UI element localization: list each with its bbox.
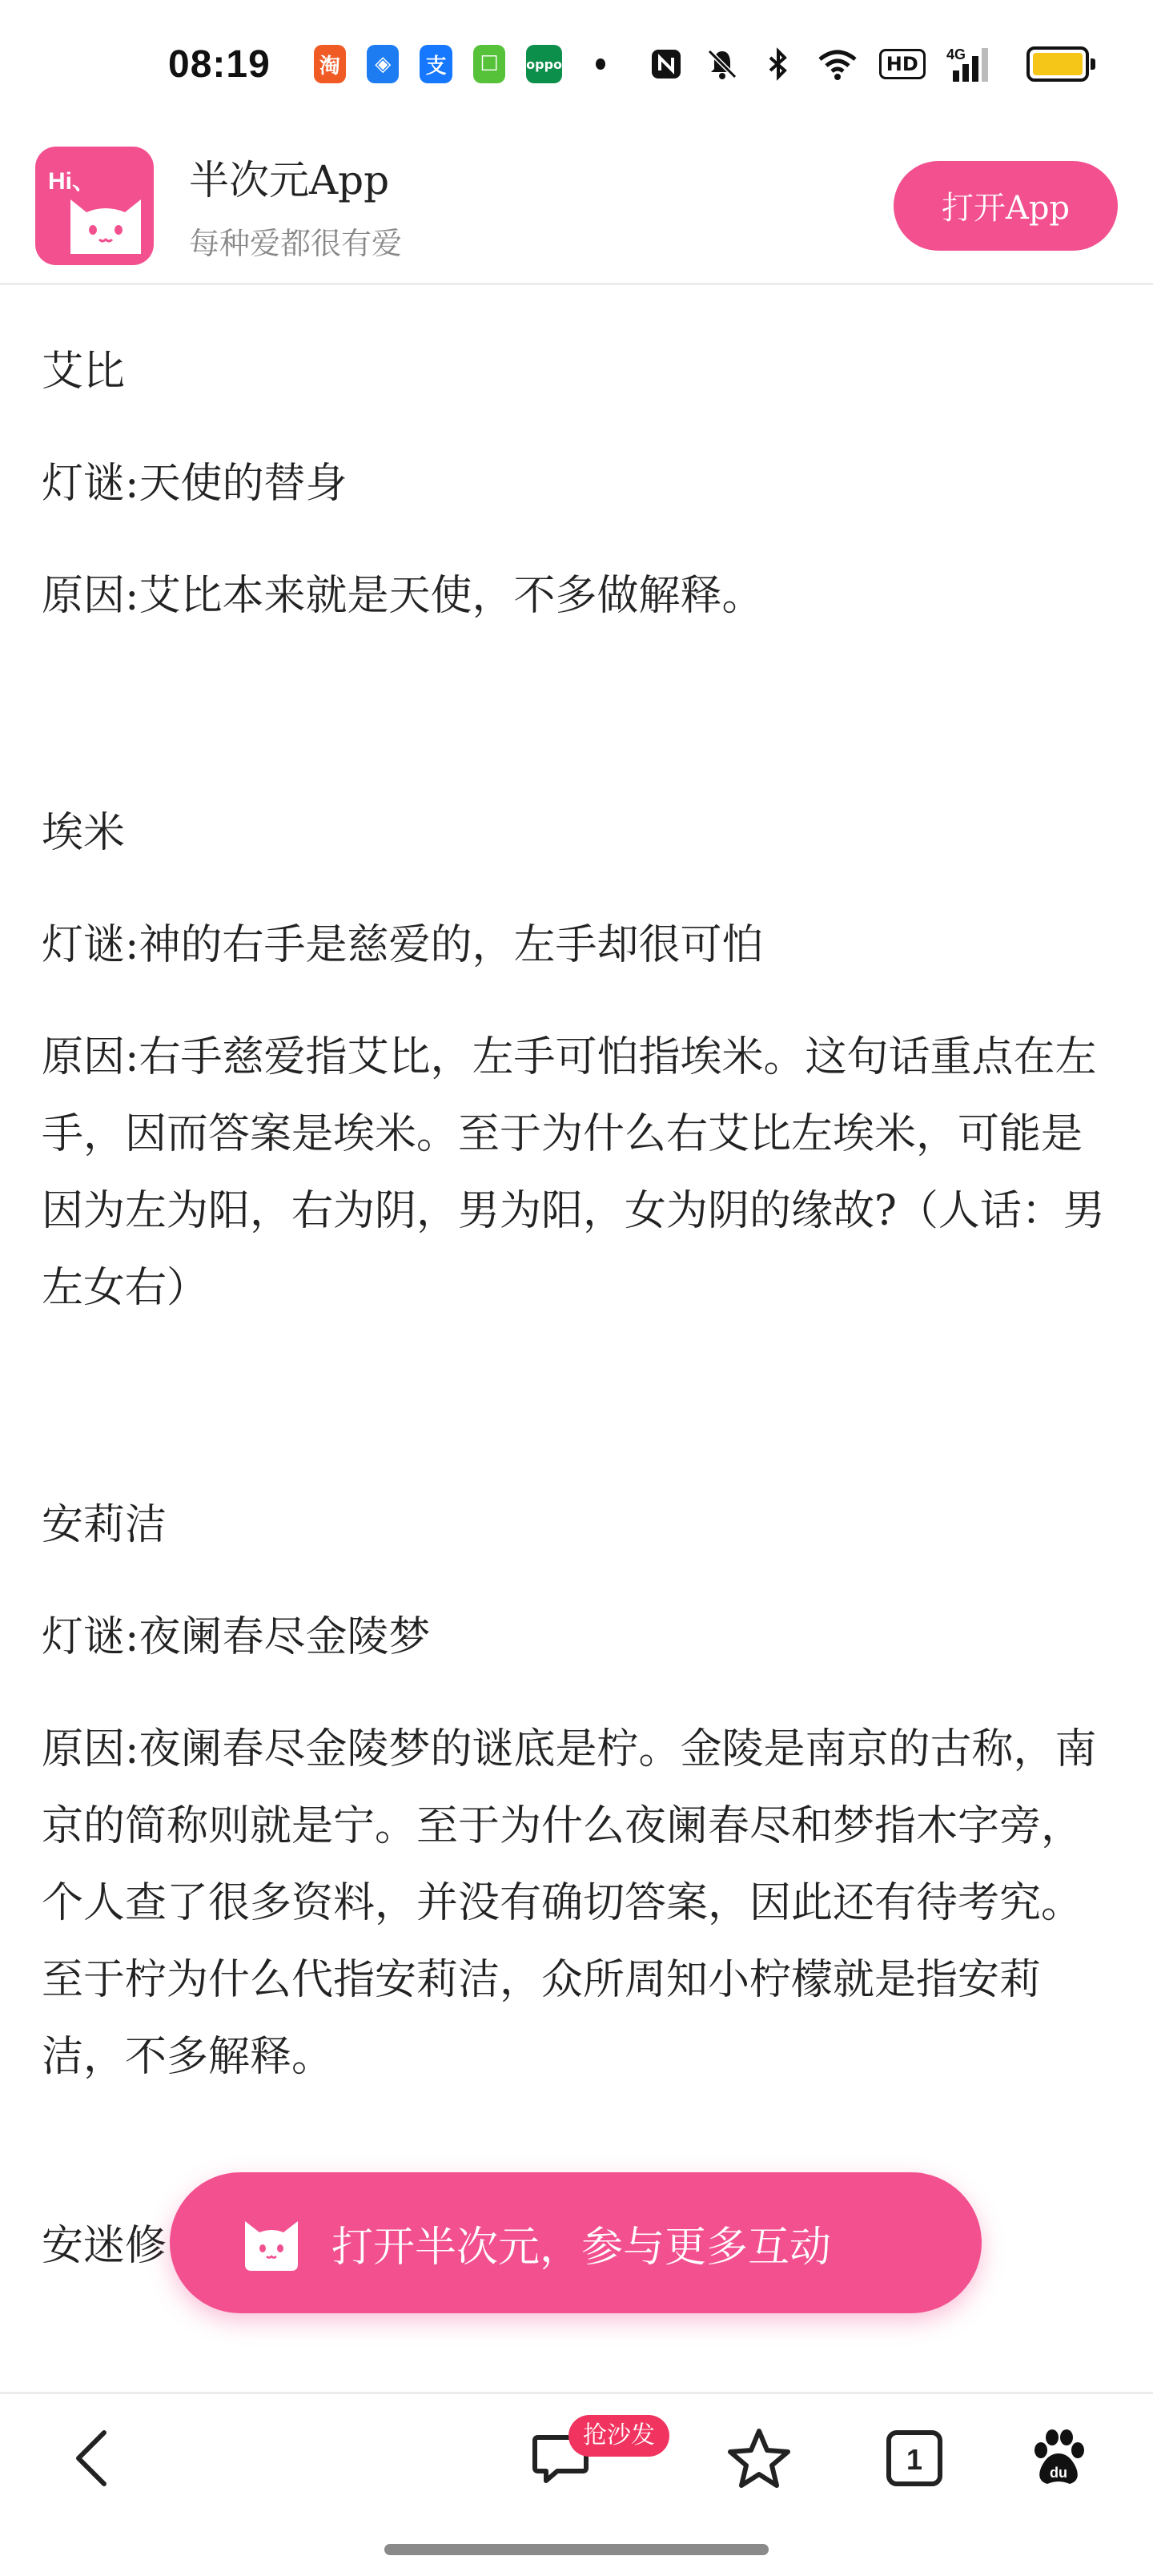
battery-level bbox=[1033, 53, 1083, 75]
back-arrow-icon bbox=[69, 2426, 117, 2490]
tab-count: 1 bbox=[906, 2443, 923, 2476]
section-spacer bbox=[42, 634, 1111, 795]
open-app-cta-label: 打开半次元，参与更多互动 bbox=[331, 2223, 832, 2272]
section-reason-aimi: 原因:右手慈爱指艾比，左手可怕指埃米。这句话重点在左手，因而答案是埃米。至于为什么右艾比左埃米，可能是因为左为阳，右为阴，男为阳，女为阴的缘故?（人话：男左女右） bbox=[42, 1033, 1105, 1312]
status-bar bbox=[0, 0, 1153, 128]
wifi-icon bbox=[817, 43, 858, 85]
section-riddle-aibi: 灯谜:天使的替身 bbox=[42, 460, 348, 508]
bluetooth-icon bbox=[761, 43, 796, 85]
app-name: 半次元App bbox=[189, 157, 390, 203]
signal-icon bbox=[946, 43, 998, 85]
section-name-aimi: 埃米 bbox=[42, 809, 126, 857]
section-name-aibi: 艾比 bbox=[42, 348, 126, 396]
nfc-icon bbox=[649, 43, 684, 85]
baidu-paw-icon bbox=[1026, 2426, 1091, 2490]
section-name-anlijie: 安莉洁 bbox=[42, 1501, 167, 1549]
back-button[interactable] bbox=[45, 2410, 141, 2506]
open-app-button[interactable]: 打开App bbox=[894, 161, 1118, 251]
section-reason-aibi: 原因:艾比本来就是天使，不多做解释。 bbox=[42, 572, 764, 620]
star-icon bbox=[725, 2425, 793, 2492]
cat-icon bbox=[242, 2215, 301, 2271]
svg-text:du: du bbox=[1050, 2465, 1067, 2481]
network-type-label: 4G bbox=[946, 46, 966, 62]
app-logo-text: Hi、 bbox=[48, 167, 96, 195]
section-name-anmixiu: 安迷修 bbox=[42, 2222, 167, 2270]
security-icon: ◈ bbox=[367, 45, 399, 83]
section-riddle-anlijie: 灯谜:夜阑春尽金陵梦 bbox=[42, 1613, 431, 1661]
open-app-cta-button[interactable] bbox=[170, 2172, 982, 2313]
taobao-icon: 淘 bbox=[314, 45, 346, 83]
bottom-navigation bbox=[0, 2392, 1153, 2520]
article-body bbox=[42, 285, 1111, 2284]
cat-logo-icon bbox=[66, 183, 146, 256]
tabs-button[interactable] bbox=[866, 2410, 962, 2506]
home-indicator[interactable] bbox=[384, 2544, 769, 2555]
app-logo bbox=[35, 147, 154, 265]
section-reason-anlijie: 原因:夜阑春尽金陵梦的谜底是柠。金陵是南京的古称，南京的简称则就是宁。至于为什么夜阑春尽和梦指木字旁，个人查了很多资料，并没有确切答案，因此还有待考究。至于柠为什么代指安莉洁，众所周知小柠檬就是指安莉洁，不多解释。 bbox=[42, 1725, 1097, 2081]
app-slogan: 每种爱都很有爱 bbox=[189, 226, 403, 261]
battery-icon bbox=[1026, 46, 1089, 82]
app-download-banner bbox=[0, 128, 1153, 285]
notification-dot bbox=[596, 58, 605, 70]
section-riddle-aimi: 灯谜:神的右手是慈爱的，左手却很可怕 bbox=[42, 921, 764, 969]
status-time: 08:19 bbox=[168, 42, 271, 86]
alipay-icon: 支 bbox=[420, 45, 452, 83]
baidu-button[interactable] bbox=[1010, 2410, 1107, 2506]
wechat-pay-icon: ☐ bbox=[473, 45, 505, 83]
mute-bell-icon bbox=[705, 43, 740, 85]
comment-badge: 抢沙发 bbox=[568, 2415, 669, 2457]
hd-badge: HD bbox=[879, 49, 926, 79]
tab-count-icon bbox=[884, 2428, 945, 2489]
favorite-button[interactable] bbox=[711, 2410, 807, 2506]
app-info bbox=[189, 148, 894, 263]
oppo-icon: oppo bbox=[526, 45, 562, 83]
section-spacer bbox=[42, 1326, 1111, 1487]
